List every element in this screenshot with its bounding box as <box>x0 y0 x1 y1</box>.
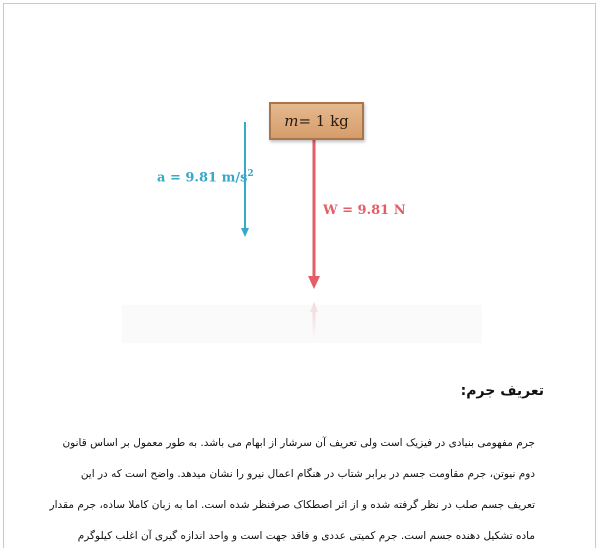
reflection-floor <box>122 305 482 343</box>
section-paragraph <box>50 428 535 552</box>
weight-label-value: = 9.81 N <box>337 203 406 218</box>
paragraph-line: جرم مفهومی بنیادی در فیزیک است ولی تعریف آن سرشار از ابهام می باشد. به طور معمول بر اساس قانون <box>62 437 535 449</box>
acceleration-label-value: = 9.81 m/s <box>165 170 248 186</box>
paragraph-line: تعریف جسم صلب در نظر گرفته شده و از اثر اصطکاک صرفنظر شده است. اما به زبان کاملا ساده، جرم مقدار <box>49 499 535 511</box>
mass-label-value: = 1 kg <box>298 112 349 130</box>
paragraph-line: دوم نیوتن، جرم مقاومت جسم در برابر شتاب در هنگام اعمال نیرو را نشان میدهد. واضح است که در این <box>80 468 535 480</box>
physics-figure <box>117 90 487 352</box>
mass-label-var: m <box>284 112 299 130</box>
weight-label-var: W <box>323 203 338 218</box>
weight-label <box>323 203 406 218</box>
acceleration-arrow-head <box>241 228 249 237</box>
section-heading: تعریف جرم: <box>460 383 544 399</box>
acceleration-label-exponent: 2 <box>247 169 254 179</box>
acceleration-label <box>157 169 254 185</box>
acceleration-label-var: a <box>157 170 166 186</box>
document-page <box>3 3 596 548</box>
weight-arrow-head <box>308 276 320 289</box>
mass-box <box>269 102 364 140</box>
paragraph-line: ماده تشکیل دهنده جسم است. جرم کمیتی عددی و فاقد جهت است و واحد اندازه گیری آن اغلب کیلوگرم <box>77 530 535 542</box>
